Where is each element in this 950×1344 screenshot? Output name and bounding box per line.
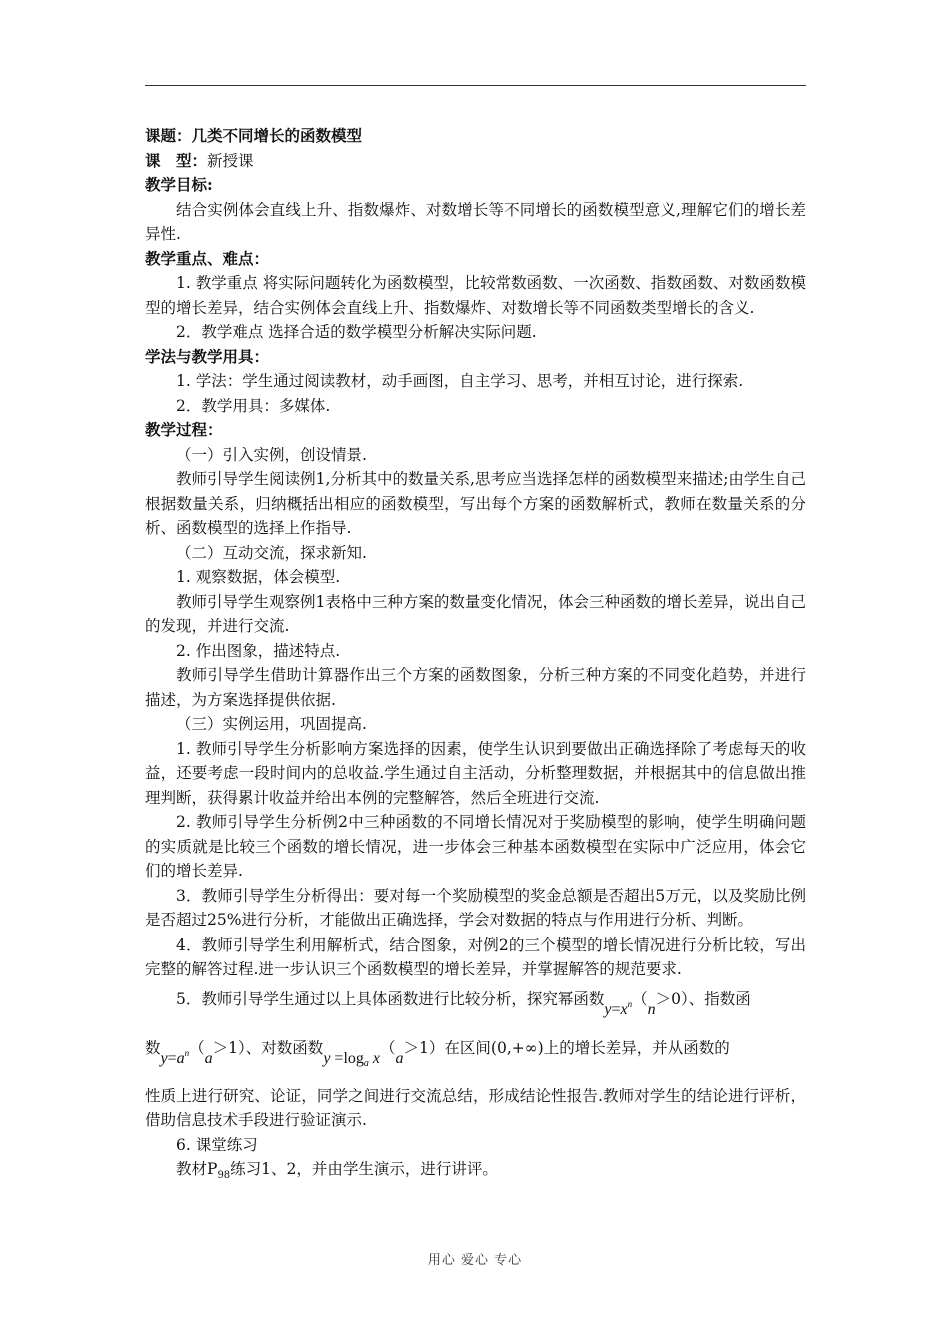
section3-item3: 3．教师引导学生分析得出：要对每一个奖励模型的奖金总额是否超出5万元，以及奖励比例是否超过25%进行分析，才能做出正确选择，学会对数据的特点与作用进行分析、判断。 [145,886,806,929]
methods-p1: 1. 学法：学生通过阅读教材，动手画图，自主学习、思考，并相互讨论，进行探索. [176,372,744,390]
type-line [145,149,806,174]
title-label: 课题： [145,126,192,145]
section3-item6: 6. 课堂练习 [176,1135,258,1154]
keypoints-heading: 教学重点、难点： [145,248,270,268]
type-label: 课 型： [145,150,208,170]
methods-p2: 2．教学用具：多媒体. [176,396,331,415]
page-footer: 用心 爱心 专心 [427,1253,523,1268]
section2-item2-text: 教师引导学生借助计算器作出三个方案的函数图象，分析三种方案的不同变化趋势，并进行描述，为方案选择提供依据. [145,666,806,709]
type-value: 新授课 [207,151,254,170]
objectives-text: 结合实例体会直线上升、指数爆炸、对数增长等不同增长的函数模型意义,理解它们的增长差异性. [145,200,806,243]
methods-heading: 学法与教学用具： [145,346,270,366]
section2-item1: 1. 观察数据，体会模型. [176,568,341,586]
section3-item5-line2: 数$y=a^n(a>1)$、对数函数$y =\log_a$ x（a＞1）在区间(0,+∞)上的增长差异，并从函数的 [145,1038,730,1069]
keypoints-p1: 1. 教学重点 将实际问题转化为函数模型，比较常数函数、一次函数、指数函数、对数函数模型的增长差异，结合实例体会直线上升、指数爆炸、对数增长等不同函数类型增长的含义. [145,274,806,317]
section2-item2: 2. 作出图象，描述特点. [176,641,341,660]
lesson-title: 几类不同增长的函数模型 [191,126,363,145]
exponential-function-formula: $y=a^n$ [160,1047,190,1067]
section3-item1: 1. 教师引导学生分析影响方案选择的因素，使学生认识到要做出正确选择除了考虑每天的收益，还要考虑一段时间内的总收益.学生通过自主活动，分析整理数据，并根据其中的信息做出推理判断，获得累计收益并给出本例的完整解答，然后全班进行交流. [145,739,806,807]
log-function-formula: $y =\log_a$ x [323,1049,381,1069]
section3-item2: 2. 教师引导学生分析例2中三种函数的不同增长情况对于奖励模型的影响，使学生明确问题的实质就是比较三个函数的增长情况，进一步体会三种基本函数模型在实际中广泛应用，体会它们的增长差异. [145,813,806,880]
section2-title: （二）互动交流，探求新知. [176,543,367,562]
section3-item6-text: 教材$P_{98}$练习1、2，并由学生演示，进行讲评。 [176,1160,498,1182]
header-rule [145,85,806,86]
keypoints-p2: 2．教学难点 选择合适的数学模型分析解决实际问题. [176,323,537,341]
section1-title: （一）引入实例，创设情景. [176,445,367,464]
lesson-plan [145,124,806,1189]
section3-item5-line1: 5．教师引导学生通过以上具体函数进行比较分析，探究幂函数$y=x^n(n>0)$、指数函 [176,989,751,1018]
section2-item1-text: 教师引导学生观察例1表格中三种方案的数量变化情况，体会三种函数的增长差异，说出自己的发现，并进行交流. [145,592,806,635]
power-function-formula: $y=x^n$ [604,998,633,1018]
section1-text: 教师引导学生阅读例1,分析其中的数量关系,思考应当选择怎样的函数模型来描述;由学生自己根据数量关系，归纳概括出相应的函数模型，写出每个方案的函数解析式，教师在数量关系的分析、函数模型的选择上作指导. [145,470,806,537]
process-heading: 教学过程： [145,420,223,439]
section3-title: （三）实例运用，巩固提高. [176,715,367,733]
objectives-heading: 教学目标: [145,175,213,194]
title-line [145,124,806,149]
section3-item4: 4．教师引导学生利用解析式，结合图象，对例2的三个模型的增长情况进行分析比较，写出完整的解答过程.进一步认识三个函数模型的增长差异，并掌握解答的规范要求. [145,935,806,978]
section3-item5-line3: 性质上进行研究、论证，同学之间进行交流总结，形成结论性报告.教师对学生的结论进行评析，借助信息技术手段进行验证演示. [145,1086,806,1129]
